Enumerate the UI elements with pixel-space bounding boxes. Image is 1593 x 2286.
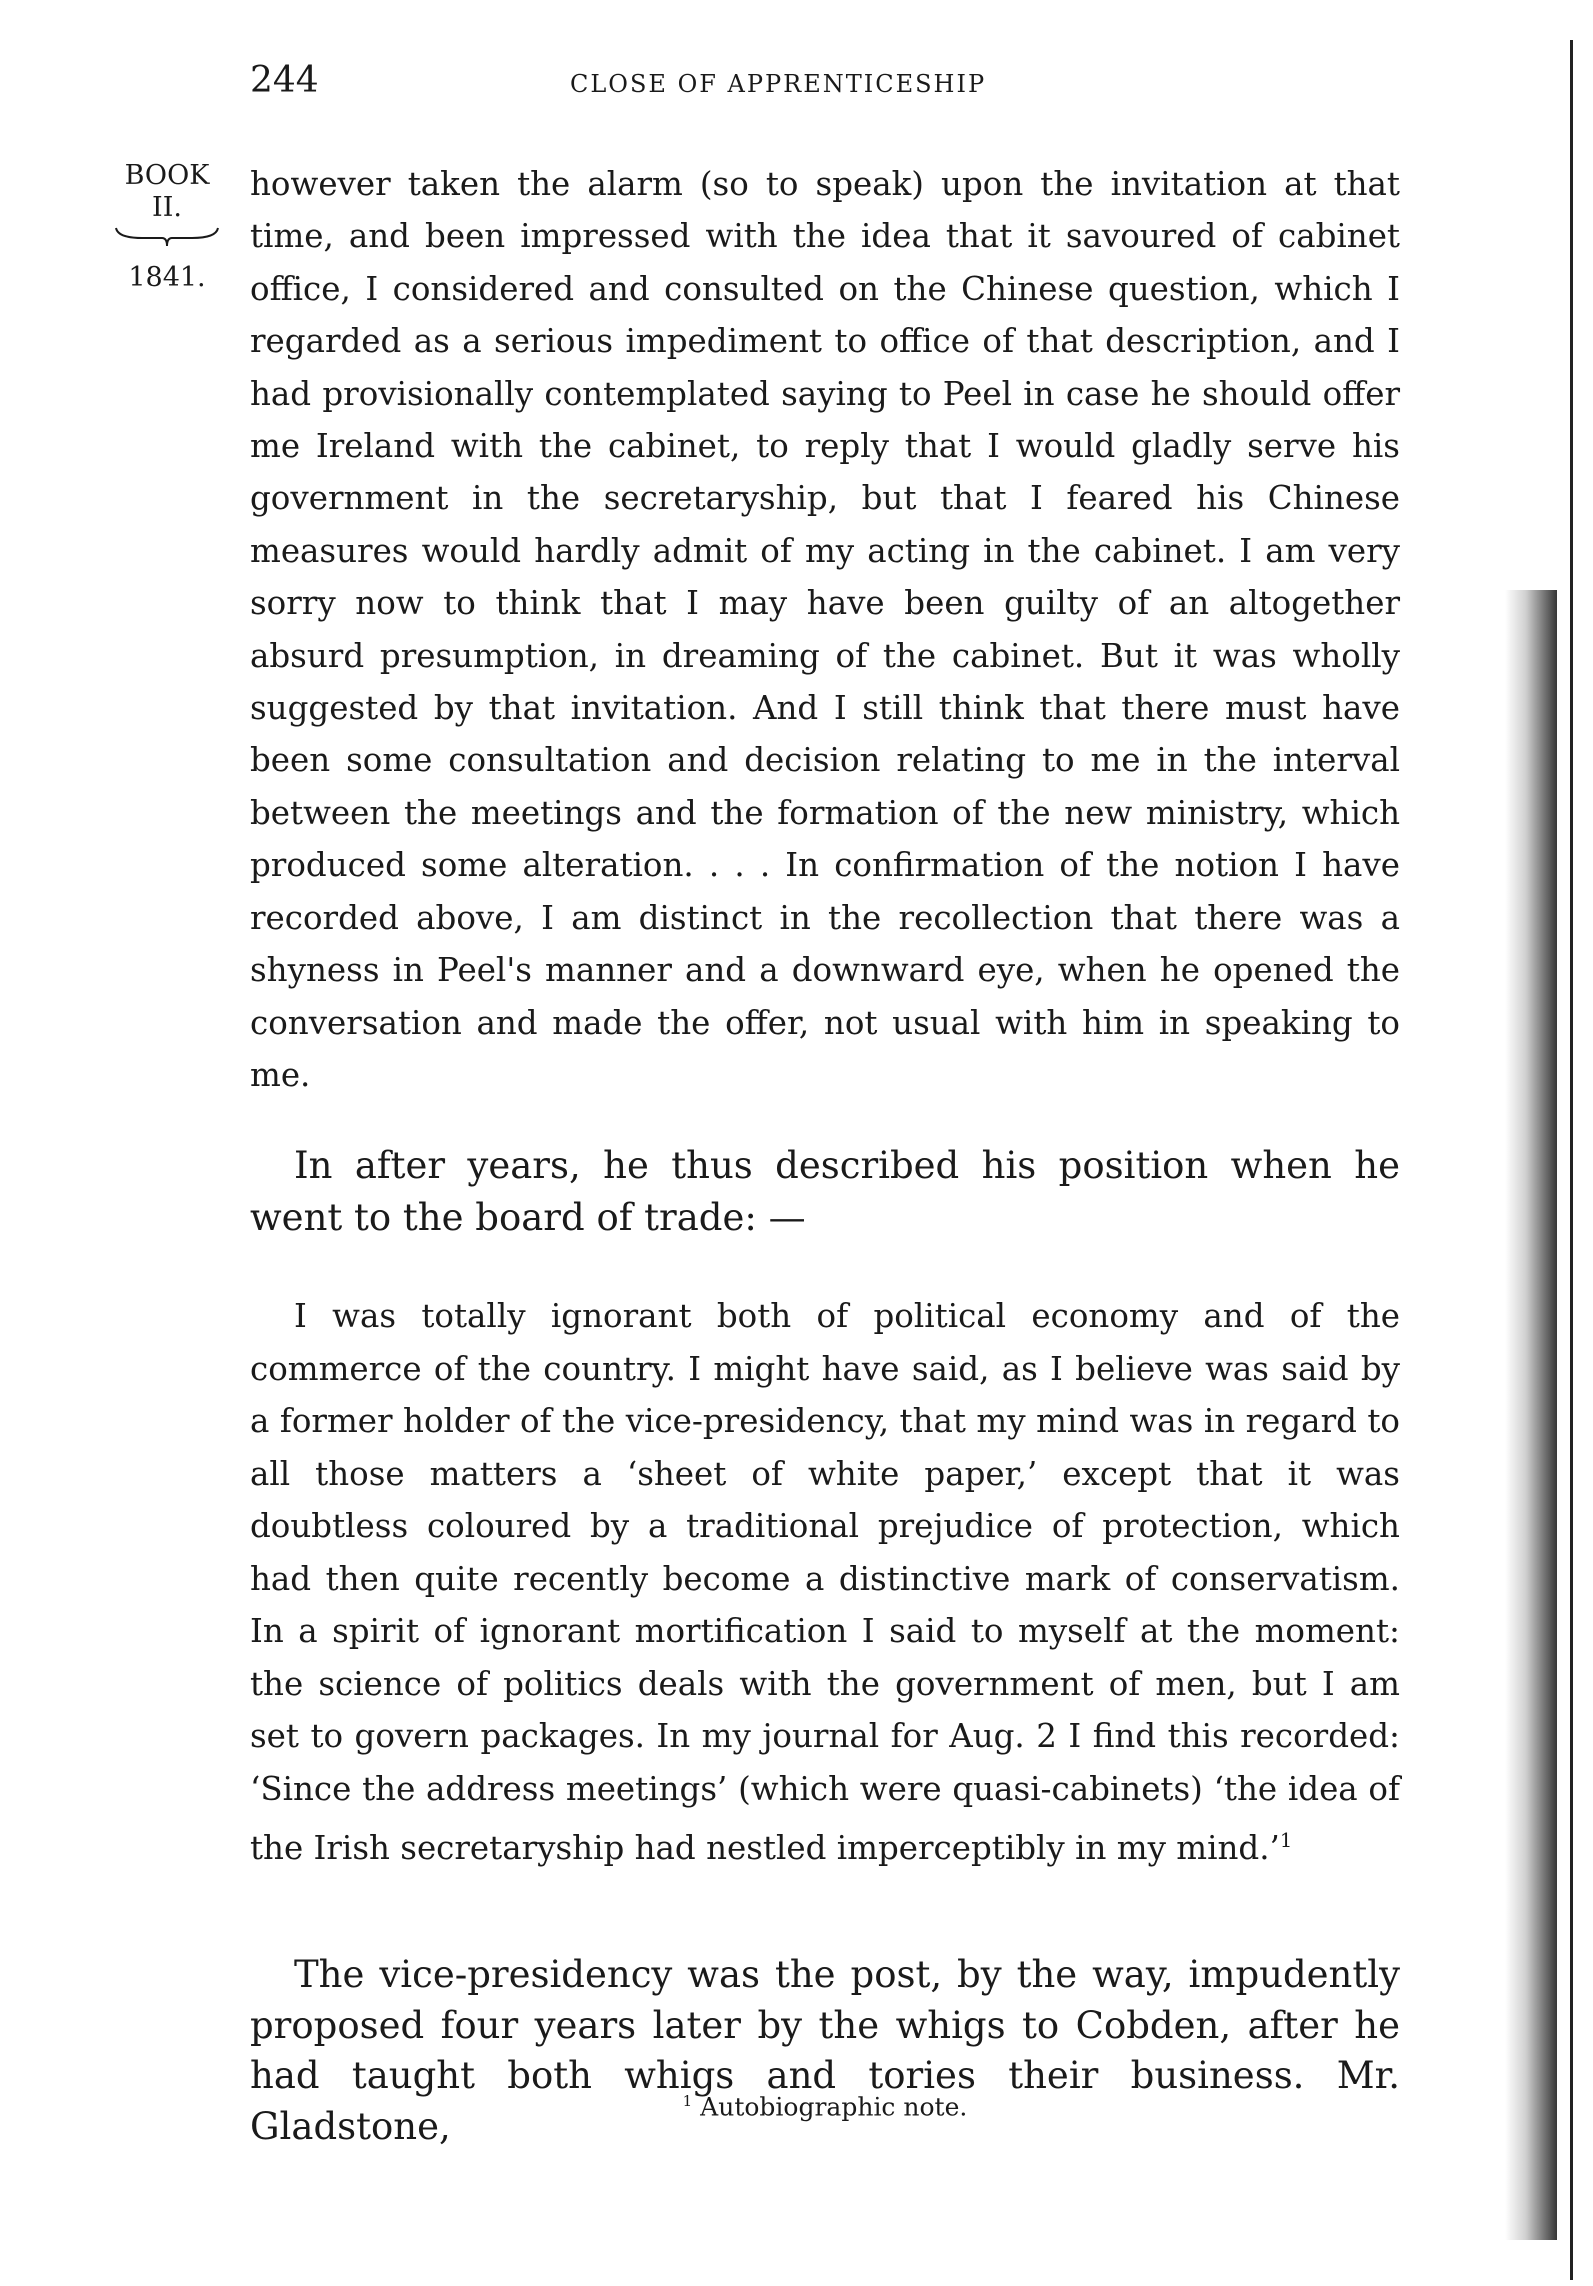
running-head: CLOSE OF APPRENTICESHIP xyxy=(570,70,987,98)
brace-icon xyxy=(112,224,222,248)
paragraph-3 xyxy=(250,1290,1400,1874)
quoted-autobiographic-passage xyxy=(250,1290,1400,1874)
page-edge-line xyxy=(1570,40,1573,2280)
footnote-text: Autobiographic note. xyxy=(700,2092,968,2122)
paragraph-2: In after years, he thus described his position when he went to the board of trade: — xyxy=(250,1144,1400,1239)
page-number: 244 xyxy=(250,60,319,101)
footnote xyxy=(250,2092,1400,2121)
body-paragraph-closing xyxy=(250,1950,1400,2152)
margin-note xyxy=(112,160,222,294)
body-paragraph-intro xyxy=(250,1140,1400,1244)
quoted-journal-passage xyxy=(250,158,1400,1101)
footnote-number: 1 xyxy=(682,2092,693,2110)
footnote-marker: 1 xyxy=(1279,1829,1293,1852)
margin-year-label: 1841. xyxy=(128,262,206,293)
paragraph-4: The vice-presidency was the post, by the way, impudently proposed four years later by the whigs to Cobden, after he had taught both whigs and tories their business. Mr. Gladstone, xyxy=(250,1953,1400,2148)
margin-book-label: BOOK xyxy=(124,160,210,191)
page-edge-shadow xyxy=(1505,590,1557,2240)
paragraph-1: however taken the alarm (so to speak) upon the invitation at that time, and been impressed with the idea that it savoured of cabinet office, I considered and consulted on the Chinese question, which I regarded as a serious impediment to office of that description, and I had provisionally contemplated saying to Peel in case he should offer me Ireland with the cabinet, to reply that I would gladly serve his government in the secretaryship, but that I feared his Chinese measures would hardly admit of my acting in the cabinet. I am very sorry now to think that I may have been guilty of an altogether absurd presumption, in dreaming of the cabinet. But it was wholly suggested by that invitation. And I still think that there must have been some consultation and decision relating to me in the interval between the meetings and the formation of the new ministry, which produced some alteration. . . . In confirmation of the notion I have recorded above, I am distinct in the recollection that there was a shyness in Peel's manner and a downward eye, when he opened the conversation and made the offer, not usual with him in speaking to me. xyxy=(250,165,1400,1094)
paragraph-3-text: I was totally ignorant both of political economy and of the commerce of the country. I might have said, as I believe was said by a former holder of the vice-presidency, that my mind was in regard to all those matters a ‘sheet of white paper,’ except that it was doubtless coloured by a traditional prejudice of protection, which had then quite recently become a distinctive mark of conservatism. In a spirit of ignorant mortification I said to myself at the moment: the science of politics deals with the government of men, but I am set to govern packages. In my journal for Aug. 2 I find this recorded: ‘Since the address meetings’ (which were quasi-cabinets) ‘the idea of the Irish secretaryship had nestled imperceptibly in my mind.’ xyxy=(250,1297,1400,1867)
margin-volume-label: II. xyxy=(152,192,182,223)
